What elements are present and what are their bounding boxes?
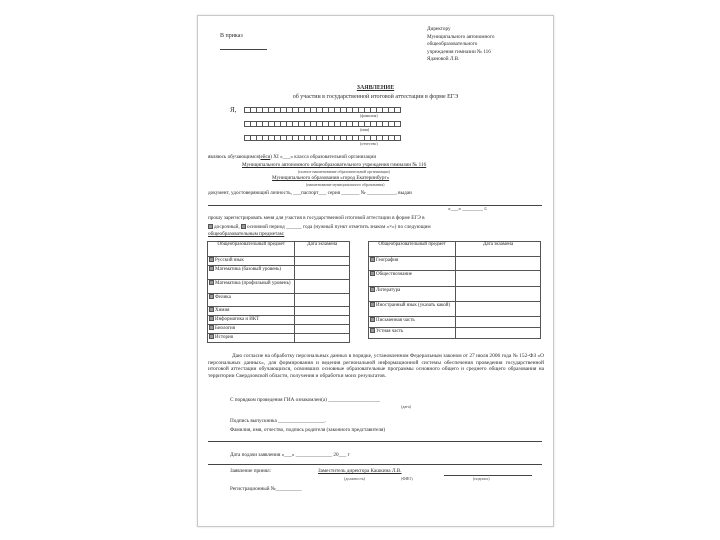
subject-checkbox[interactable] [209, 307, 214, 312]
subjects-intro: общеобразовательным предметам: [208, 231, 285, 237]
subject-label: Математика (профильный уровень) [215, 281, 291, 286]
subject-cell [208, 325, 295, 334]
exam-date-cell[interactable] [456, 257, 541, 271]
subject-cell [369, 302, 456, 317]
subject-row [208, 294, 350, 307]
exam-date-cell[interactable] [295, 325, 350, 334]
exam-date-cell[interactable] [456, 302, 541, 317]
subjects-table-left [207, 241, 350, 343]
caption-position: (должность) [344, 476, 365, 481]
exam-date-cell[interactable] [295, 280, 350, 294]
subject-label: Химия [215, 308, 230, 313]
subject-checkbox[interactable] [209, 266, 214, 271]
subject-row [208, 257, 350, 266]
subject-row [208, 307, 350, 316]
letter-cell[interactable] [394, 121, 401, 127]
procedure-line: С порядком проведения ГИА ознакомлен(а) ____________________ [230, 397, 381, 403]
subject-checkbox[interactable] [209, 334, 214, 339]
application-document [197, 15, 554, 527]
subject-label: Русский язык [215, 258, 244, 263]
subject-cell [369, 271, 456, 287]
subject-row [369, 271, 541, 287]
exam-date-cell[interactable] [456, 328, 541, 339]
subject-cell [208, 280, 295, 294]
subjects-header-row [369, 242, 541, 257]
subject-checkbox[interactable] [370, 302, 375, 307]
exam-date-cell[interactable] [295, 316, 350, 325]
subject-column-header: Общеобразовательный предмет [208, 242, 295, 257]
municipality-caption: (наименование муниципального образования) [306, 182, 385, 187]
subject-label: Биология [215, 326, 236, 331]
subject-checkbox[interactable] [209, 280, 214, 285]
issue-date-line: «___» ________ г. [448, 206, 488, 212]
subject-cell [208, 307, 295, 316]
subject-row [208, 316, 350, 325]
subject-row [369, 328, 541, 339]
subject-cell [208, 257, 295, 266]
request-text: прошу зарегистрировать меня для участия в государственной итоговой аттестации в форме ЕГЭ в [208, 215, 425, 221]
subject-cell [208, 334, 295, 343]
separator-line [208, 464, 542, 465]
subject-label: Иностранный язык (указать какой) [376, 303, 451, 308]
subject-cell [369, 287, 456, 302]
subject-label: Обществознание [376, 272, 413, 277]
exam-date-cell[interactable] [456, 271, 541, 287]
subject-checkbox[interactable] [209, 316, 214, 321]
caption-name: (ФИО) [401, 476, 413, 481]
name-cell-caption: (имя) [360, 127, 370, 132]
name-cell-caption: (отчество) [360, 141, 378, 146]
identity-document-line: документ, удостоверяющий личность, ___паспорт___ серия _______ № ___________, выдан [208, 190, 412, 196]
subject-row [208, 325, 350, 334]
procedure-date-caption: (дата) [401, 404, 411, 409]
subject-row [369, 302, 541, 317]
subject-row [369, 287, 541, 302]
school-caption: (полное наименование образовательной организации) [298, 169, 390, 174]
addressee-line: Директору [427, 26, 451, 32]
subject-checkbox[interactable] [370, 287, 375, 292]
subject-column-header: Общеобразовательный предмет [369, 242, 456, 257]
graduate-signature: Подпись выпускника __________________. [230, 418, 327, 424]
subject-row [369, 317, 541, 328]
subject-row [208, 334, 350, 343]
subject-cell [208, 316, 295, 325]
submission-date: Дата подачи заявления «___» ______________ 20___ г [230, 452, 350, 458]
subject-row [208, 280, 350, 294]
issued-by-line [208, 205, 542, 206]
subject-label: География [376, 258, 399, 263]
addressee-line: Ядановой Л.В. [427, 56, 460, 63]
date-column-header: Дата экзамена [456, 242, 541, 257]
addressee-line: учреждения гимназии № 116 [427, 48, 491, 55]
addressee-line: общеобразовательного [427, 41, 478, 48]
subjects-header-row [208, 242, 350, 257]
subject-row [208, 266, 350, 280]
main-period-checkbox[interactable] [241, 224, 246, 229]
caption-signature: (подпись) [473, 476, 490, 481]
subject-checkbox[interactable] [209, 294, 214, 299]
document-title: ЗАЯВЛЕНИЕ [356, 85, 395, 91]
subjects-table-right [368, 241, 541, 339]
subject-row [369, 257, 541, 271]
order-label: В приказ [220, 33, 243, 39]
subject-label: Физика [215, 295, 231, 300]
subject-cell [369, 257, 456, 271]
exam-date-cell[interactable] [456, 317, 541, 328]
order-line [220, 49, 267, 50]
municipality-name: Муниципального образования «город Екатеринбург» [272, 175, 390, 181]
accepted-person: Заместитель директора Кашкина Л.В. [318, 468, 402, 474]
name-prefix: Я, [230, 106, 237, 114]
student-class-line: являюсь обучающимся(ейся) XI «___» класса образовательной организации [208, 154, 377, 160]
document-subtitle: об участии в государственной итоговой аттестации в форме ЕГЭ [292, 94, 459, 100]
subject-checkbox[interactable] [370, 271, 375, 276]
consent-text: Даю согласие на обработку персональных данных в порядке, установленном Федеральным законом от 27 июля 2006 года № 152-ФЗ «О персональных данных», для формирования и ведения региональной информационной системы обеспечения проведения государственной итоговой аттестации обучающихся, освоивших основные образовательные программы основного общего и среднего общего образования на территории Свердловской области, получения и обработки моих результатов. [208, 353, 544, 379]
subject-checkbox[interactable] [209, 325, 214, 330]
exam-date-cell[interactable] [295, 294, 350, 307]
subject-label: История [215, 335, 233, 340]
early-period-checkbox[interactable] [208, 224, 213, 229]
subject-checkbox[interactable] [370, 317, 375, 322]
subject-checkbox[interactable] [209, 257, 214, 262]
addressee-line: Муниципального автономного [427, 33, 495, 40]
exam-date-cell[interactable] [295, 334, 350, 343]
subject-label: Устная часть [376, 329, 404, 334]
exam-date-cell[interactable] [295, 266, 350, 280]
accepted-label: Заявление принял: [230, 468, 272, 474]
subject-label: Информатика и ИКТ [215, 317, 260, 322]
subject-cell [208, 266, 295, 280]
exam-date-cell[interactable] [295, 307, 350, 316]
parent-signature: Фамилия, имя, отчество, подпись родителя (законного представителя) [230, 427, 386, 433]
date-column-header: Дата экзамена [295, 242, 350, 257]
subject-cell [369, 328, 456, 339]
school-name: Муниципального автономного общеобразовательного учреждения гимназии № 116 [242, 162, 427, 168]
name-cell-caption: (фамилия) [360, 113, 378, 118]
subject-checkbox[interactable] [370, 257, 375, 262]
exam-date-cell[interactable] [295, 257, 350, 266]
registration-number: Регистрационный №__________ [230, 486, 302, 492]
subject-label: Литература [376, 288, 401, 293]
letter-cell[interactable] [394, 135, 401, 141]
parent-signature-line [208, 441, 542, 442]
letter-cell[interactable] [394, 107, 401, 113]
name-cell-row[interactable] [244, 121, 400, 127]
subject-checkbox[interactable] [370, 328, 375, 333]
exam-date-cell[interactable] [456, 287, 541, 302]
period-line: досрочный, основной период ______ года (нужный пункт отметить знаком «×») по следующим [208, 224, 431, 230]
subject-label: Письменная часть [376, 318, 415, 323]
subject-label: Математика (базовый уровень) [215, 267, 282, 272]
subject-cell [369, 317, 456, 328]
subject-cell [208, 294, 295, 307]
